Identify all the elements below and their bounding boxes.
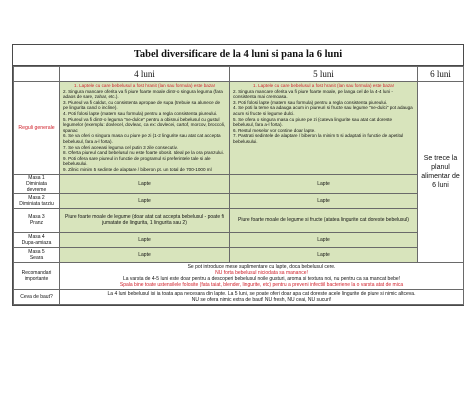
- meal-1-4-luni: Lapte: [60, 174, 230, 193]
- rule-5-line-5: 6. Restul meselor vor contine doar lapte.: [233, 127, 316, 133]
- recommendation-1: NU forta bebelusul niciodata sa manance!: [215, 269, 308, 276]
- rule-5-line-2: 3. Poti folosi lapte (matern sau formula) pentru a regla consistenta piureului.: [233, 99, 388, 105]
- meal-row-3: [14, 208, 464, 232]
- meal-5-4-luni: Lapte: [60, 247, 230, 262]
- meal-5-name: Masa 5: [28, 248, 45, 255]
- recommendation-0: Se pot introduce mese suplimentare cu lapte, doca bebelusul cere.: [187, 263, 336, 270]
- rule-4-line-2: 3. Piureul va fi caldut, cu consistenta apropae de supa (trebuie sa alunece de pe lingurita cand o incline).: [63, 99, 221, 111]
- drinks-line-0: La 4 luni bebelusul isi ia toata apa necesara din lapte. La 5 luni, se poate oferi doar apa cat doreste acele lingurite de piure si nimic altceva.: [107, 290, 416, 297]
- meal-5-5-luni: Lapte: [230, 247, 418, 262]
- rule-4-line-9: 9. Zilnic minim 5 sedinte de alaptare / biberon pt. un total de 700-1000 ml: [63, 166, 212, 172]
- rule-5-line-3: 4. Se poti la teme sa adauga acum in piureuri si fructe sau legume "ne-dulci" pot adauga acum si fructe si legume dulci.: [233, 105, 413, 116]
- meal-1-5-luni: Lapte: [230, 174, 418, 193]
- header-row: [14, 67, 464, 82]
- meal-label-1: [14, 174, 60, 193]
- recommendations-row: [14, 262, 464, 289]
- meal-2-name: Masa 2: [28, 194, 45, 201]
- meal-3-sub: Pranz: [29, 220, 44, 226]
- rule-4-line-6: 7. Se va oferi aceeasi leguma cel putin 3 zile consecutiv.: [63, 144, 178, 150]
- header-5-luni: 5 luni: [230, 67, 418, 82]
- rule-4-line-8: 9. Poti ofera sare piureul in functie de programul si preferintele tale si ale bebelusului.: [63, 155, 211, 167]
- drinks-line-1: NU se ofera nimic extra de baut! NU fresh, NU ceai, NU sucuri!: [191, 296, 332, 303]
- meal-4-4-luni: Lapte: [60, 232, 230, 247]
- drinks-cell: [60, 289, 464, 304]
- meal-label-2: [14, 193, 60, 208]
- meal-4-name: Masa 4: [28, 233, 45, 240]
- header-6-luni: 6 luni: [418, 67, 464, 82]
- rule-5-line-6: 7. Pastrati sedintele de alaptare / biberon la minim 5 si adaptati in functie de apetitul bebelusului.: [233, 133, 404, 144]
- meal-3-4-luni: Piure foarte moale de legume (doar atat cat accepta bebelusul - poate fi jumatate de lingurita, 1 lingurita sau 2): [60, 208, 230, 232]
- meal-1-sub: Diminiata devreme: [26, 180, 47, 193]
- meal-row-2: [14, 193, 464, 208]
- rule-5-line-4: 5. Se ofera o singura masa cu piure pe zi (cateva lingurite sau atat cat doreste bebelusul, fara a-l forta).: [233, 116, 393, 128]
- meal-2-5-luni: Lapte: [230, 193, 418, 208]
- meal-1-name: Masa 1: [28, 174, 45, 181]
- header-4-luni: 4 luni: [60, 67, 230, 82]
- meal-label-3: [14, 208, 60, 232]
- meal-row-4: [14, 232, 464, 247]
- rules-label: Reguli generale: [14, 82, 60, 175]
- rules-4-luni: [60, 82, 230, 175]
- rule-4-line-4: 5. Piureul va fi dintr-o leguma "ne-dulce" pentru a obisnui bebelusul cu gustul legumelor (exemplu: dovlecel, dovleac, ca ex: dovlecei, cartof, morcov, broccoli, spanac: [63, 116, 226, 133]
- recommendations-cell: [60, 262, 464, 289]
- meal-row-5: [14, 247, 464, 262]
- recommendation-3: Spala bine toate ustensilele folosite (fata taiat, blender, lingurite, etc) pentru a preveni infectiil bacteriene la o varsta atat de mica: [119, 281, 404, 288]
- diversification-table-sheet: [12, 44, 464, 306]
- rule-4-line-5: 6. Se va oferi o singura masa cu piure pe zi (1-2 lingurite sau atat cat accepta bebelusul, fara a-l forta).: [63, 133, 221, 144]
- meal-2-sub: Diminiata tarziu: [19, 200, 54, 207]
- rules-5-luni: [230, 82, 418, 175]
- meal-2-4-luni: Lapte: [60, 193, 230, 208]
- rule-5-line-0: 1. Laptele cu care bebelusul a fost hranit (lan sau formula) este baza!: [253, 83, 394, 88]
- rule-4-line-0: 1. Laptele cu care bebelusul a fost hranit (lan sau formula) este baza!: [74, 83, 215, 88]
- rule-4-line-3: 4. Poti folosi lapte (matern sau formula) pentru a regla consistenta piureului.: [63, 110, 218, 116]
- recommendation-2: La varsta de 4-5 luni este doar pentru a descoperi bebelusul noile gusturi, aroma si textura noi, nu pentru ca sa mancat bebe!: [122, 275, 401, 282]
- meal-row-1: [14, 174, 464, 193]
- drinks-label: Ceva de baut?: [14, 289, 60, 304]
- rule-5-line-1: 2. Singura mancare oferita va fi piure foarte moale, pe langa cel de la 4-4 luni - consistenta mai cremoasa.: [233, 88, 393, 100]
- rules-row: [14, 82, 464, 175]
- meal-3-name: Masa 3: [28, 214, 45, 220]
- rule-4-line-7: 8. Oferta piureul cand bebelusul nu este foarte obosit. Ideal pe la ora pranzului.: [63, 150, 224, 156]
- meal-label-4: [14, 232, 60, 247]
- meal-label-5: [14, 247, 60, 262]
- drinks-row: [14, 289, 464, 304]
- meal-3-5-luni: Piure foarte moale de legume si fructe (atatea lingurite cat doreste bebelusul): [230, 208, 418, 232]
- rule-4-line-1: 2. Singura mancare oferita va fi piure foarte moale dintr-o singura leguma (fara adaos de sare, zahar, etc.).: [63, 88, 223, 100]
- meal-4-5-luni: Lapte: [230, 232, 418, 247]
- recommendations-label: Recomandari importante: [14, 262, 60, 289]
- table-title: Tabel diversificare de la 4 luni si pana la 6 luni: [13, 45, 463, 66]
- meal-5-sub: Seara: [29, 254, 44, 261]
- col6-note: Se trece la planul alimentar de 6 luni: [418, 82, 464, 263]
- header-empty: [14, 67, 60, 82]
- diversification-table: [13, 66, 464, 305]
- meal-4-sub: Dupa-amiaza: [21, 239, 52, 246]
